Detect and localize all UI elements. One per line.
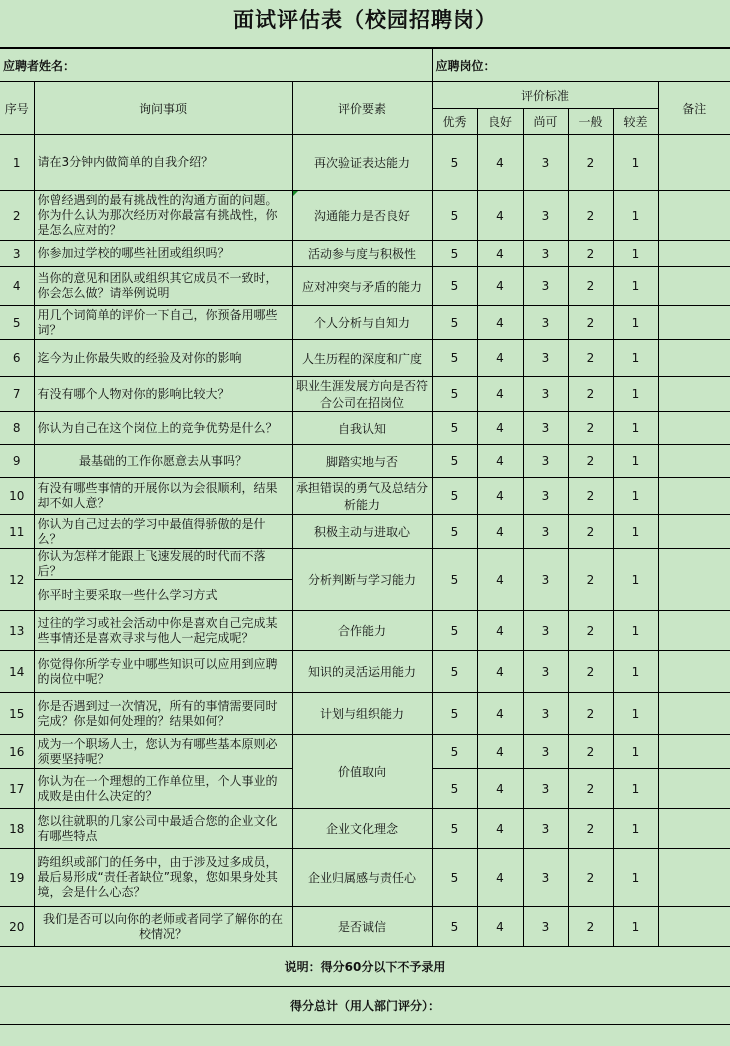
score-option[interactable]: 5 (432, 241, 477, 267)
score-option[interactable]: 5 (432, 445, 477, 478)
row-remark[interactable] (658, 412, 730, 445)
score-option[interactable]: 4 (477, 769, 523, 809)
row-remark[interactable] (658, 849, 730, 907)
row-index: 1 (0, 135, 34, 191)
row-element: 人生历程的深度和广度 (292, 340, 432, 377)
score-option[interactable]: 5 (432, 693, 477, 735)
score-option[interactable]: 1 (613, 135, 658, 191)
score-option[interactable]: 5 (432, 651, 477, 693)
row-remark[interactable] (658, 611, 730, 651)
score-option[interactable]: 2 (568, 478, 613, 515)
row-index: 19 (0, 849, 34, 907)
row-element: 沟通能力是否良好 (292, 191, 432, 241)
score-option[interactable]: 1 (613, 849, 658, 907)
score-total[interactable]: 得分总计（用人部门评分）： (0, 987, 730, 1025)
row-question: 跨组织或部门的任务中，由于涉及过多成员，最后易形成“责任者缺位”现象，您如果身处其境，会是什么心态？ (34, 849, 292, 907)
table-row (0, 478, 730, 515)
row-index: 11 (0, 515, 34, 549)
row-question: 有没有哪个人物对你的影响比较大？ (34, 377, 292, 412)
header-level: 一般 (568, 109, 613, 135)
row-index: 9 (0, 445, 34, 478)
row-element: 是否诚信 (292, 907, 432, 947)
score-option[interactable]: 4 (477, 377, 523, 412)
score-option[interactable]: 5 (432, 769, 477, 809)
score-option[interactable]: 3 (523, 340, 568, 377)
table-row (0, 849, 730, 907)
row-question: 我们是否可以向你的老师或者同学了解你的在校情况？ (34, 907, 292, 947)
score-option[interactable]: 3 (523, 191, 568, 241)
score-option[interactable]: 5 (432, 412, 477, 445)
table-row (0, 445, 730, 478)
table-row (0, 377, 730, 412)
score-option[interactable]: 5 (432, 478, 477, 515)
score-option[interactable]: 1 (613, 735, 658, 769)
header-element: 评价要素 (292, 82, 432, 135)
row-index: 2 (0, 191, 34, 241)
row-element: 职业生涯发展方向是否符合公司在招岗位 (292, 377, 432, 412)
row-element: 企业文化理念 (292, 809, 432, 849)
table-row (0, 651, 730, 693)
row-index: 12 (0, 549, 34, 611)
header-level: 良好 (477, 109, 523, 135)
row-element: 企业归属感与责任心 (292, 849, 432, 907)
row-remark[interactable] (658, 306, 730, 340)
score-option[interactable]: 1 (613, 769, 658, 809)
score-option[interactable]: 3 (523, 769, 568, 809)
score-option[interactable]: 3 (523, 549, 568, 611)
row-remark[interactable] (658, 549, 730, 611)
score-option[interactable]: 1 (613, 478, 658, 515)
table-row (0, 340, 730, 377)
score-option[interactable]: 4 (477, 135, 523, 191)
row-question: 你认为在一个理想的工作单位里，个人事业的成败是由什么决定的？ (34, 769, 292, 809)
note: 说明：得分60分以下不予录用 (0, 947, 730, 987)
header-level: 优秀 (432, 109, 477, 135)
row-question: 成为一个职场人士，您认为有哪些基本原则必须要坚持呢？ (34, 735, 292, 769)
table-row (0, 809, 730, 849)
score-option[interactable]: 2 (568, 412, 613, 445)
row-index: 4 (0, 267, 34, 306)
score-option[interactable]: 1 (613, 267, 658, 306)
score-option[interactable]: 5 (432, 907, 477, 947)
score-option[interactable]: 4 (477, 515, 523, 549)
score-option[interactable]: 2 (568, 340, 613, 377)
header-level: 较差 (613, 109, 658, 135)
evaluation-table (0, 48, 730, 1025)
score-option[interactable]: 4 (477, 445, 523, 478)
table-row (0, 907, 730, 947)
row-question: 用几个词简单的评价一下自己，你预备用哪些词？ (34, 306, 292, 340)
score-option[interactable]: 1 (613, 549, 658, 611)
row-remark[interactable] (658, 241, 730, 267)
score-option[interactable]: 3 (523, 611, 568, 651)
row-element: 计划与组织能力 (292, 693, 432, 735)
row-index: 6 (0, 340, 34, 377)
score-option[interactable]: 4 (477, 340, 523, 377)
score-option[interactable]: 5 (432, 340, 477, 377)
table-row (0, 267, 730, 306)
table-row (0, 191, 730, 241)
score-option[interactable]: 3 (523, 515, 568, 549)
row-element: 价值取向 (292, 735, 432, 809)
row-question: 你是否遇到过一次情况，所有的事情需要同时完成？你是如何处理的？结果如何？ (34, 693, 292, 735)
score-option[interactable]: 3 (523, 735, 568, 769)
score-option[interactable]: 1 (613, 515, 658, 549)
score-option[interactable]: 2 (568, 515, 613, 549)
table-row (0, 241, 730, 267)
table-row (0, 693, 730, 735)
score-option[interactable]: 5 (432, 809, 477, 849)
score-option[interactable]: 3 (523, 651, 568, 693)
score-option[interactable]: 4 (477, 907, 523, 947)
row-question: 你认为自己过去的学习中最值得骄傲的是什么？ (34, 515, 292, 549)
score-option[interactable]: 1 (613, 809, 658, 849)
score-option[interactable]: 5 (432, 549, 477, 611)
score-option[interactable]: 2 (568, 769, 613, 809)
table-row (0, 412, 730, 445)
row-remark[interactable] (658, 191, 730, 241)
score-option[interactable]: 1 (613, 412, 658, 445)
table-row (0, 549, 730, 580)
score-option[interactable]: 3 (523, 809, 568, 849)
header-level: 尚可 (523, 109, 568, 135)
row-question: 过往的学习或社会活动中你是喜欢自己完成某些事情还是喜欢寻求与他人一起完成呢？ (34, 611, 292, 651)
row-index: 8 (0, 412, 34, 445)
row-index: 13 (0, 611, 34, 651)
score-option[interactable]: 5 (432, 306, 477, 340)
score-option[interactable]: 4 (477, 549, 523, 611)
score-option[interactable]: 2 (568, 907, 613, 947)
row-element: 个人分析与自知力 (292, 306, 432, 340)
score-option[interactable]: 4 (477, 651, 523, 693)
score-option[interactable]: 1 (613, 651, 658, 693)
table-row (0, 515, 730, 549)
row-element: 活动参与度与积极性 (292, 241, 432, 267)
score-option[interactable]: 2 (568, 191, 613, 241)
score-option[interactable]: 1 (613, 693, 658, 735)
score-option[interactable]: 3 (523, 478, 568, 515)
row-question: 你认为怎样才能跟上飞速发展的时代而不落后？ (34, 549, 292, 580)
row-element: 分析判断与学习能力 (292, 549, 432, 611)
row-question: 你觉得你所学专业中哪些知识可以应用到应聘的岗位中呢？ (34, 651, 292, 693)
score-option[interactable]: 3 (523, 267, 568, 306)
score-option[interactable]: 2 (568, 549, 613, 611)
score-option[interactable]: 4 (477, 809, 523, 849)
score-option[interactable]: 4 (477, 267, 523, 306)
score-option[interactable]: 2 (568, 377, 613, 412)
score-option[interactable]: 2 (568, 809, 613, 849)
score-option[interactable]: 5 (432, 135, 477, 191)
score-option[interactable]: 4 (477, 412, 523, 445)
header-question: 询问事项 (34, 82, 292, 135)
row-remark[interactable] (658, 478, 730, 515)
score-option[interactable]: 5 (432, 515, 477, 549)
score-option[interactable]: 3 (523, 693, 568, 735)
score-option[interactable]: 2 (568, 735, 613, 769)
row-question: 你认为自己在这个岗位上的竞争优势是什么？ (34, 412, 292, 445)
score-option[interactable]: 2 (568, 849, 613, 907)
row-question: 你曾经遇到的最有挑战性的沟通方面的问题。你为什么认为那次经历对你最富有挑战性，你是怎么应对的？ (34, 191, 292, 241)
score-option[interactable]: 3 (523, 135, 568, 191)
page-title: 面试评估表（校园招聘岗） (0, 0, 730, 48)
candidate-name-field[interactable] (0, 49, 432, 82)
score-option[interactable]: 4 (477, 241, 523, 267)
row-question: 你平时主要采取一些什么学习方式 (34, 580, 292, 611)
row-index: 3 (0, 241, 34, 267)
row-index: 18 (0, 809, 34, 849)
row-question: 有没有哪些事情的开展你以为会很顺利，结果却不如人意？ (34, 478, 292, 515)
score-option[interactable]: 2 (568, 611, 613, 651)
score-option[interactable]: 4 (477, 693, 523, 735)
position-label: 应聘岗位： (435, 58, 496, 73)
row-question: 你参加过学校的哪些社团或组织吗？ (34, 241, 292, 267)
score-option[interactable]: 2 (568, 306, 613, 340)
row-element: 再次验证表达能力 (292, 135, 432, 191)
score-option[interactable]: 2 (568, 135, 613, 191)
row-index: 7 (0, 377, 34, 412)
candidate-name-label: 应聘者姓名： (3, 58, 76, 73)
row-index: 20 (0, 907, 34, 947)
score-option[interactable]: 2 (568, 241, 613, 267)
score-option[interactable]: 5 (432, 191, 477, 241)
score-option[interactable]: 4 (477, 611, 523, 651)
row-remark[interactable] (658, 651, 730, 693)
row-element: 应对冲突与矛盾的能力 (292, 267, 432, 306)
row-index: 10 (0, 478, 34, 515)
row-remark[interactable] (658, 693, 730, 735)
score-option[interactable]: 1 (613, 241, 658, 267)
score-option[interactable]: 5 (432, 377, 477, 412)
score-option[interactable]: 1 (613, 445, 658, 478)
score-option[interactable]: 2 (568, 445, 613, 478)
row-remark[interactable] (658, 809, 730, 849)
score-option[interactable]: 3 (523, 907, 568, 947)
score-option[interactable]: 3 (523, 377, 568, 412)
row-element: 承担错误的勇气及总结分析能力 (292, 478, 432, 515)
position-field[interactable] (432, 49, 730, 82)
score-option[interactable]: 4 (477, 306, 523, 340)
header-standard: 评价标准 (432, 82, 658, 109)
row-element: 合作能力 (292, 611, 432, 651)
score-option[interactable]: 3 (523, 849, 568, 907)
row-index: 15 (0, 693, 34, 735)
table-row (0, 306, 730, 340)
score-option[interactable]: 1 (613, 340, 658, 377)
row-question: 您以往就职的几家公司中最适合您的企业文化有哪些特点 (34, 809, 292, 849)
row-remark[interactable] (658, 377, 730, 412)
row-remark[interactable] (658, 769, 730, 809)
score-option[interactable]: 1 (613, 191, 658, 241)
row-element: 知识的灵活运用能力 (292, 651, 432, 693)
table-row (0, 135, 730, 191)
score-option[interactable]: 5 (432, 849, 477, 907)
row-element: 积极主动与进取心 (292, 515, 432, 549)
row-question: 请在3分钟内做简单的自我介绍？ (34, 135, 292, 191)
row-index: 14 (0, 651, 34, 693)
row-remark[interactable] (658, 340, 730, 377)
score-option[interactable]: 4 (477, 735, 523, 769)
score-option[interactable]: 5 (432, 267, 477, 306)
table-row (0, 611, 730, 651)
score-option[interactable]: 2 (568, 651, 613, 693)
score-option[interactable]: 3 (523, 306, 568, 340)
row-element: 脚踏实地与否 (292, 445, 432, 478)
row-index: 16 (0, 735, 34, 769)
score-option[interactable]: 5 (432, 735, 477, 769)
row-element: 自我认知 (292, 412, 432, 445)
score-option[interactable]: 1 (613, 907, 658, 947)
row-question: 当你的意见和团队或组织其它成员不一致时，你会怎么做？请举例说明 (34, 267, 292, 306)
row-remark[interactable] (658, 135, 730, 191)
row-remark[interactable] (658, 445, 730, 478)
score-option[interactable]: 5 (432, 611, 477, 651)
score-option[interactable]: 4 (477, 849, 523, 907)
score-option[interactable]: 4 (477, 478, 523, 515)
score-option[interactable]: 1 (613, 611, 658, 651)
row-remark[interactable] (658, 515, 730, 549)
header-index: 序号 (0, 82, 34, 135)
row-index: 5 (0, 306, 34, 340)
score-option[interactable]: 3 (523, 241, 568, 267)
header-remark: 备注 (658, 82, 730, 135)
row-remark[interactable] (658, 735, 730, 769)
table-row (0, 735, 730, 769)
row-index: 17 (0, 769, 34, 809)
score-option[interactable]: 1 (613, 377, 658, 412)
score-option[interactable]: 3 (523, 445, 568, 478)
row-remark[interactable] (658, 907, 730, 947)
score-option[interactable]: 2 (568, 267, 613, 306)
row-question: 最基础的工作你愿意去从事吗？ (34, 445, 292, 478)
score-option[interactable]: 3 (523, 412, 568, 445)
score-option[interactable]: 2 (568, 693, 613, 735)
score-option[interactable]: 1 (613, 306, 658, 340)
row-remark[interactable] (658, 267, 730, 306)
row-question: 迄今为止你最失败的经验及对你的影响 (34, 340, 292, 377)
score-option[interactable]: 4 (477, 191, 523, 241)
